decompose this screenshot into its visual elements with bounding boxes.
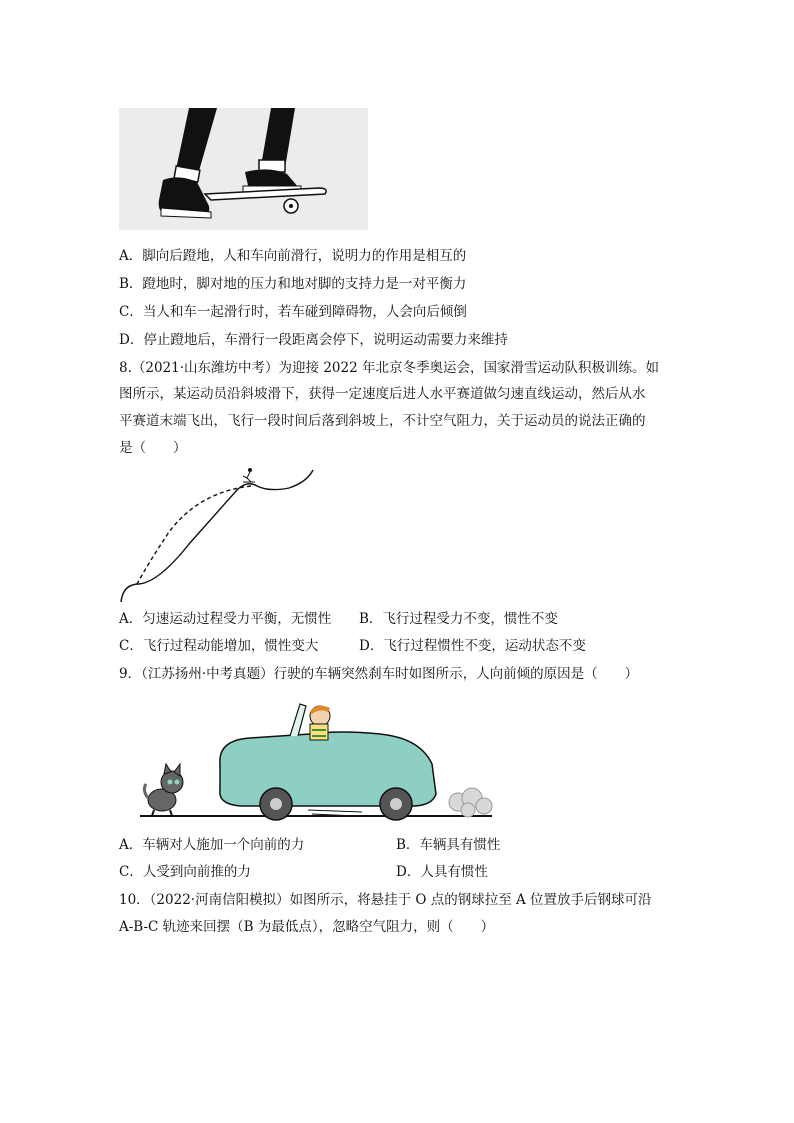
q10-stem-line-1: 10．（2022·河南信阳模拟）如图所示，将悬挂于 O 点的钢球拉至 A 位置放手后钢球可沿 <box>119 892 652 908</box>
q9-stem: 9．（江苏扬州·中考真题）行驶的车辆突然刹车时如图所示，人向前倾的原因是（ ） <box>119 666 639 682</box>
q9-option-b: B．车辆具有惯性 <box>396 837 501 853</box>
q7-option-d: D．停止蹬地后，车滑行一段距离会停下，说明运动需要力来维持 <box>119 332 508 348</box>
q7-option-a: A．脚向后蹬地，人和车向前滑行，说明力的作用是相互的 <box>119 248 467 264</box>
skateboard-figure <box>119 108 368 230</box>
q8-option-a: A．匀速运动过程受力平衡，无惯性 <box>119 611 332 627</box>
skateboard-illustration <box>119 108 368 230</box>
q10-stem-line-2: A-B-C 轨迹来回摆（B 为最低点），忽略空气阻力，则（ ） <box>119 919 495 935</box>
q8-stem-line-4: 是（ ） <box>119 440 187 456</box>
q9-option-a: A．车辆对人施加一个向前的力 <box>119 837 305 853</box>
ski-slope-figure <box>119 462 319 604</box>
q8-option-c: C．飞行过程动能增加，惯性变大 <box>119 638 319 654</box>
car-braking-illustration <box>140 694 500 828</box>
car-figure <box>140 694 500 828</box>
q8-option-d: D．飞行过程惯性不变，运动状态不变 <box>359 638 586 654</box>
q7-option-b: B．蹬地时，脚对地的压力和地对脚的支持力是一对平衡力 <box>119 276 467 292</box>
ski-slope-diagram <box>119 462 319 604</box>
q7-option-c: C．当人和车一起滑行时，若车碰到障碍物，人会向后倾倒 <box>119 304 467 320</box>
q9-option-d: D．人具有惯性 <box>396 864 488 880</box>
q9-option-c: C．人受到向前推的力 <box>119 864 251 880</box>
q8-stem-line-1: 8.（2021·山东潍坊中考）为迎接 2022 年北京冬季奥运会，国家滑雪运动队积极训练。如 <box>119 360 659 376</box>
q8-option-b: B．飞行过程受力不变，惯性不变 <box>359 611 558 627</box>
q8-stem-line-2: 图所示，某运动员沿斜坡滑下，获得一定速度后进人水平赛道做匀速直线运动，然后从水 <box>119 386 646 402</box>
q8-stem-line-3: 平赛道末端飞出，飞行一段时间后落到斜坡上，不计空气阻力，关于运动员的说法正确的 <box>119 413 646 429</box>
